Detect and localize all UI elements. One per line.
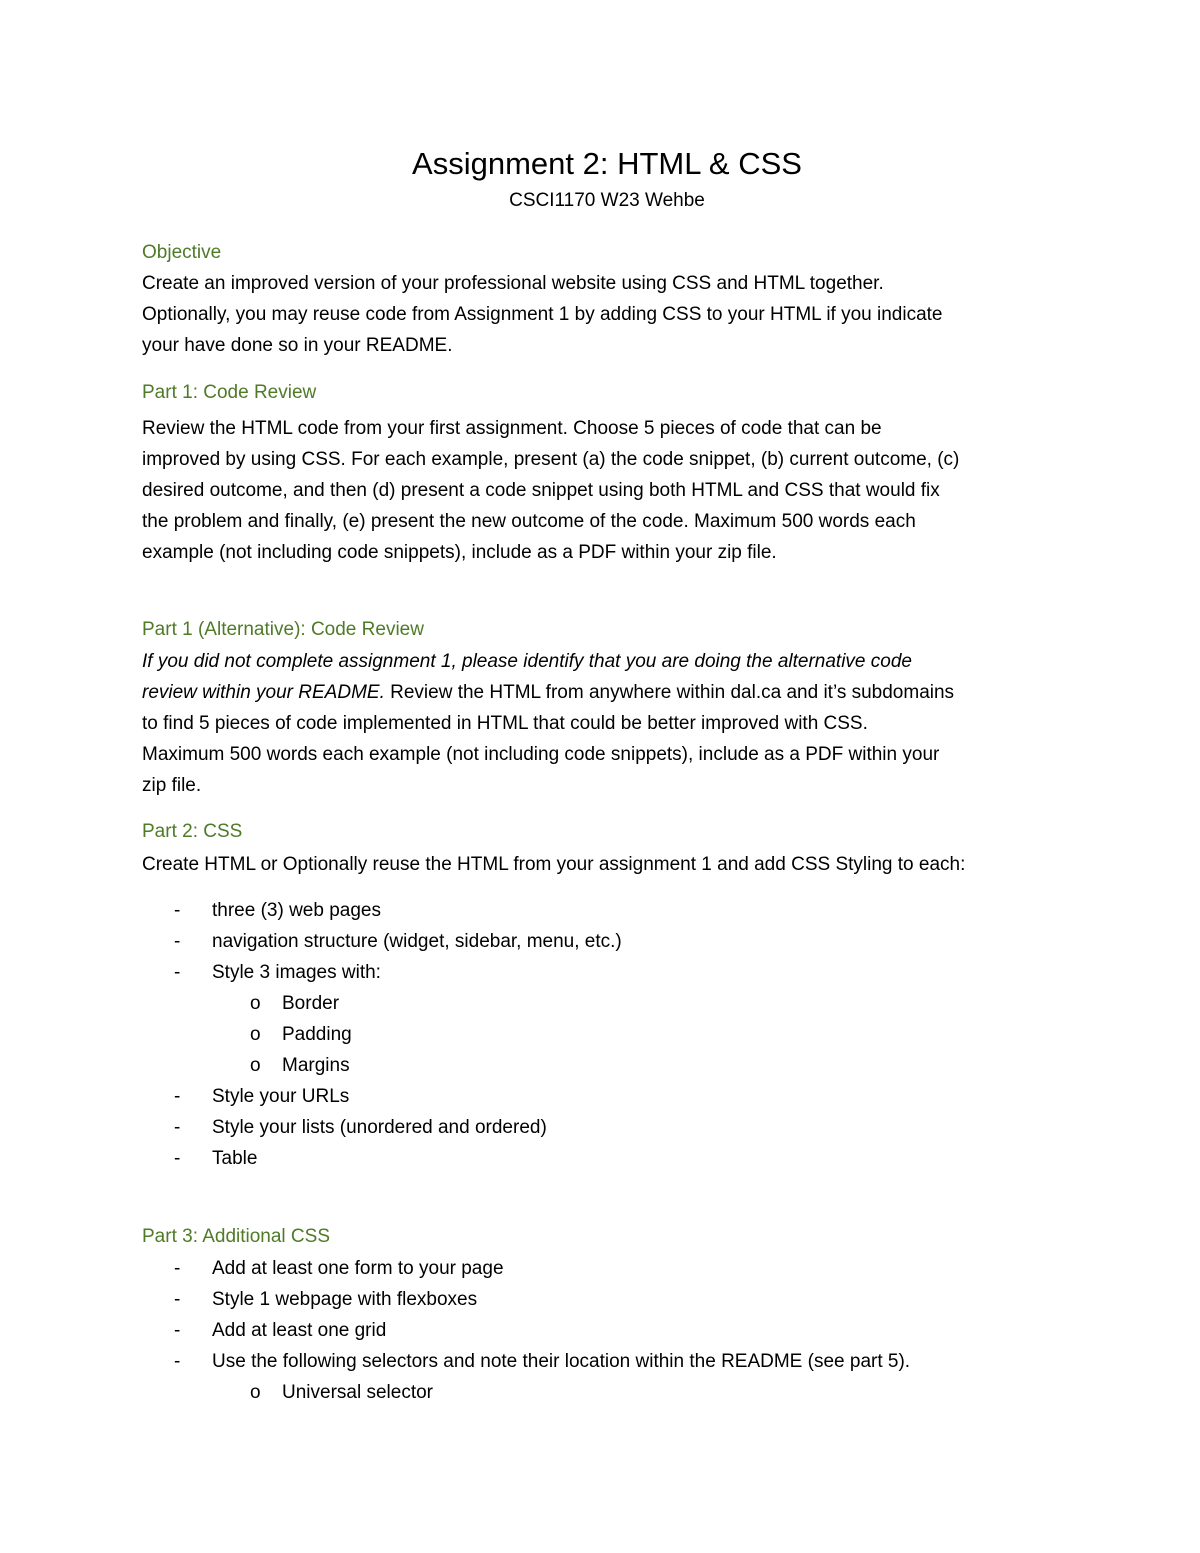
circle-bullet: o	[250, 1055, 261, 1076]
part1-alt-heading: Part 1 (Alternative): Code Review	[142, 619, 424, 640]
dash-bullet: -	[174, 1258, 181, 1279]
part1-line: desired outcome, and then (d) present a code snippet using both HTML and CSS that would fix	[142, 480, 940, 501]
list-item-text: navigation structure (widget, sidebar, menu, etc.)	[212, 931, 622, 952]
part2-intro-line: Create HTML or Optionally reuse the HTML from your assignment 1 and add CSS Styling to each:	[142, 854, 966, 875]
objective-line: your have done so in your README.	[142, 335, 453, 356]
list-item-text: Add at least one form to your page	[212, 1258, 504, 1279]
list-item	[142, 1346, 1072, 1377]
dash-bullet: -	[174, 1351, 181, 1372]
dash-bullet: -	[174, 931, 181, 952]
list-item	[142, 1315, 1072, 1346]
part1-line: example (not including code snippets), include as a PDF within your zip file.	[142, 542, 777, 563]
part1-line: the problem and finally, (e) present the new outcome of the code. Maximum 500 words each	[142, 511, 916, 532]
part1-text	[142, 413, 1072, 568]
dash-bullet: -	[174, 1148, 181, 1169]
circle-bullet: o	[250, 1382, 261, 1403]
list-item-text: Table	[212, 1148, 258, 1169]
list-item	[142, 1112, 1072, 1143]
list-item-text: Style 3 images with:	[212, 962, 381, 983]
list-item	[142, 1284, 1072, 1315]
circle-bullet: o	[250, 993, 261, 1014]
sub-list-item-text: Universal selector	[282, 1382, 433, 1403]
list-item-text: Style your URLs	[212, 1086, 350, 1107]
sub-list-item	[142, 1377, 1072, 1408]
list-item	[142, 1081, 1072, 1112]
list-item-text: Add at least one grid	[212, 1320, 387, 1341]
part2-list	[142, 895, 1072, 1174]
sub-list-item-text: Padding	[282, 1024, 352, 1045]
list-item-text: Use the following selectors and note their location within the README (see part 5).	[212, 1351, 911, 1372]
sub-list-item	[142, 1050, 1072, 1081]
dash-bullet: -	[174, 1289, 181, 1310]
sub-list-item	[142, 1019, 1072, 1050]
part1-alt-line: zip file.	[142, 775, 202, 796]
part3-list	[142, 1253, 1072, 1408]
part1-alt-line	[142, 677, 1072, 708]
circle-bullet: o	[250, 1024, 261, 1045]
part1-line: Review the HTML code from your first assignment. Choose 5 pieces of code that can be	[142, 418, 882, 439]
dash-bullet: -	[174, 1320, 181, 1341]
dash-bullet: -	[174, 1117, 181, 1138]
dash-bullet: -	[174, 900, 181, 921]
list-item-text: three (3) web pages	[212, 900, 381, 921]
sub-list-item-text: Margins	[282, 1055, 350, 1076]
objective-text	[142, 268, 1072, 361]
objective-line: Create an improved version of your professional website using CSS and HTML together.	[142, 273, 884, 294]
part1-alt-text	[142, 646, 1072, 801]
part1-alt-line: Maximum 500 words each example (not including code snippets), include as a PDF within your	[142, 744, 940, 765]
part2-intro	[142, 849, 1072, 880]
dash-bullet: -	[174, 962, 181, 983]
document-subtitle: CSCI1170 W23 Wehbe	[509, 190, 705, 211]
sub-list-item-text: Border	[282, 993, 340, 1014]
part1-alt-line: to find 5 pieces of code implemented in HTML that could be better improved with CSS.	[142, 713, 868, 734]
list-item-text: Style your lists (unordered and ordered)	[212, 1117, 547, 1138]
part3-heading: Part 3: Additional CSS	[142, 1226, 330, 1247]
sub-list-item	[142, 988, 1072, 1019]
part1-alt-italic: If you did not complete assignment 1, please identify that you are doing the alternative code	[142, 651, 912, 672]
list-item-text: Style 1 webpage with flexboxes	[212, 1289, 478, 1310]
list-item	[142, 895, 1072, 926]
part1-alt-line	[142, 646, 1072, 677]
list-item	[142, 1143, 1072, 1174]
dash-bullet: -	[174, 1086, 181, 1107]
part1-alt-italic: review within your README.	[142, 682, 385, 703]
part2-heading: Part 2: CSS	[142, 821, 243, 842]
document-title: Assignment 2: HTML & CSS	[412, 146, 802, 181]
list-item	[142, 957, 1072, 988]
objective-line: Optionally, you may reuse code from Assignment 1 by adding CSS to your HTML if you indicate	[142, 304, 943, 325]
part1-alt-line-rest: Review the HTML from anywhere within dal.ca and it’s subdomains	[384, 682, 955, 703]
list-item	[142, 926, 1072, 957]
list-item	[142, 1253, 1072, 1284]
part1-line: improved by using CSS. For each example, present (a) the code snippet, (b) current outcome, (c)	[142, 449, 960, 470]
part1-heading: Part 1: Code Review	[142, 382, 317, 403]
objective-heading: Objective	[142, 242, 222, 263]
